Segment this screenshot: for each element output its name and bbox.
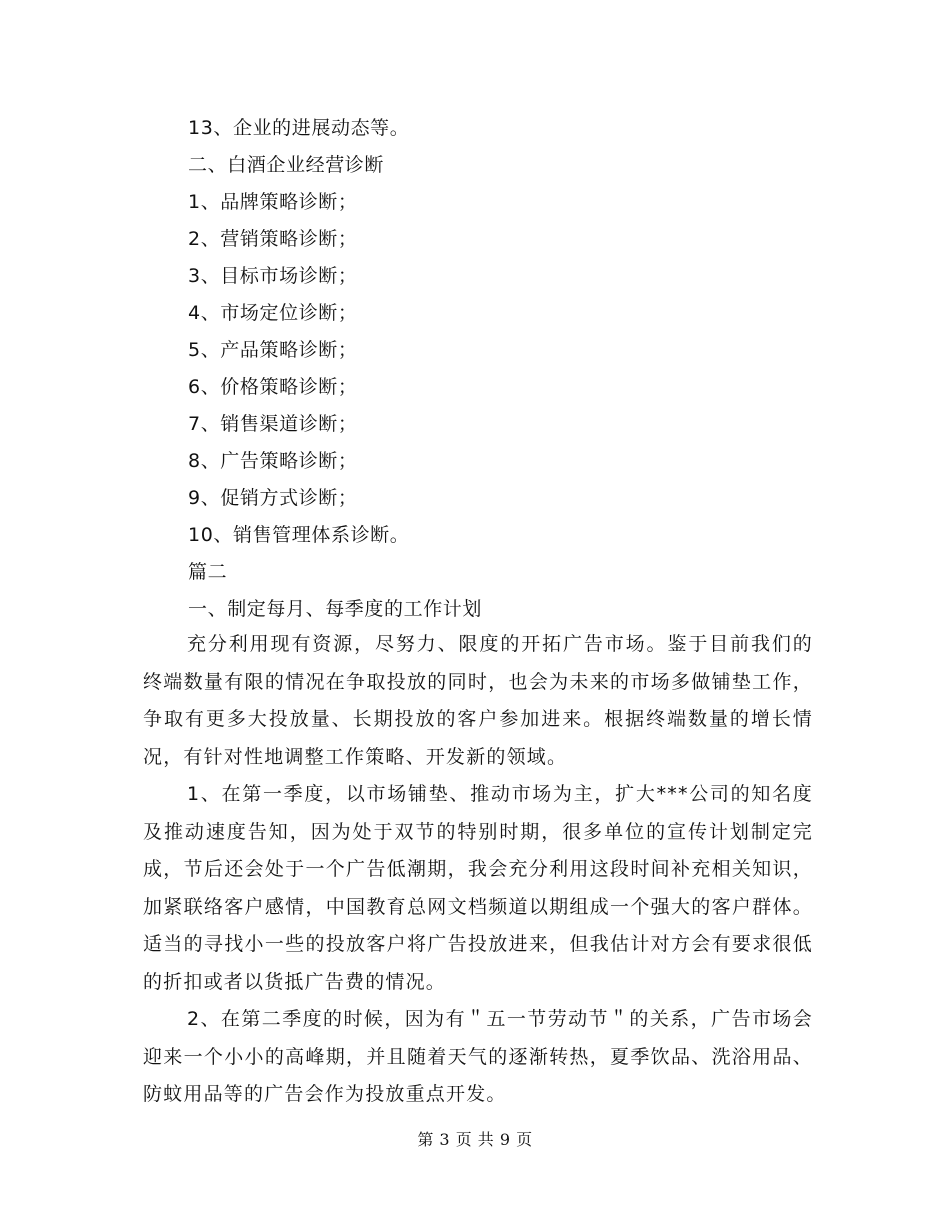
list-item-1: 1、品牌策略诊断； [188, 191, 358, 213]
paragraph-resources: 充分利用现有资源，尽努力、限度的开拓广告市场。鉴于目前我们的终端数量有限的情况在争取投放的同时，也会为未来的市场多做铺垫工作，争取有更多大投放量、长期投放的客户参加进来。根据终端数量的增长情况，有针对性地调整工作策略、开发新的领域。 [143, 633, 813, 768]
paragraph-second-quarter: 2、在第二季度的时候，因为有＂五一节劳动节＂的关系，广告市场会迎来一个小小的高峰期，并且随着天气的逐渐转热，夏季饮品、洗浴用品、防蚊用品等的广告会作为投放重点开发。 [143, 1008, 813, 1105]
list-item-9: 9、促销方式诊断； [188, 487, 358, 509]
list-item-8: 8、广告策略诊断； [188, 450, 358, 472]
list-item-7: 7、销售渠道诊断； [188, 413, 358, 435]
page-number-footer: 第 3 页 共 9 页 [417, 1130, 533, 1149]
section-label-pian-er: 篇二 [188, 561, 228, 583]
section-heading-2: 二、白酒企业经营诊断 [188, 154, 385, 176]
list-item-6: 6、价格策略诊断； [188, 376, 358, 398]
list-item-10: 10、销售管理体系诊断。 [188, 524, 410, 546]
list-item-5: 5、产品策略诊断； [188, 339, 358, 361]
list-item-4: 4、市场定位诊断； [188, 302, 358, 324]
list-item-2: 2、营销策略诊断； [188, 228, 358, 250]
list-item-3: 3、目标市场诊断； [188, 265, 358, 287]
section-heading-plan: 一、制定每月、每季度的工作计划 [188, 598, 483, 620]
list-item-13: 13、企业的进展动态等。 [188, 117, 410, 139]
paragraph-first-quarter: 1、在第一季度，以市场铺垫、推动市场为主，扩大***公司的知名度及推动速度告知，因为处于双节的特别时期，很多单位的宣传计划制定完成，节后还会处于一个广告低潮期，我会充分利用这段时间补充相关知识，加紧联络客户感情，中国教育总网文档频道以期组成一个强大的客户群体。适当的寻找小一些的投放客户将广告投放进来，但我估计对方会有要求很低的折扣或者以货抵广告费的情况。 [143, 783, 813, 993]
